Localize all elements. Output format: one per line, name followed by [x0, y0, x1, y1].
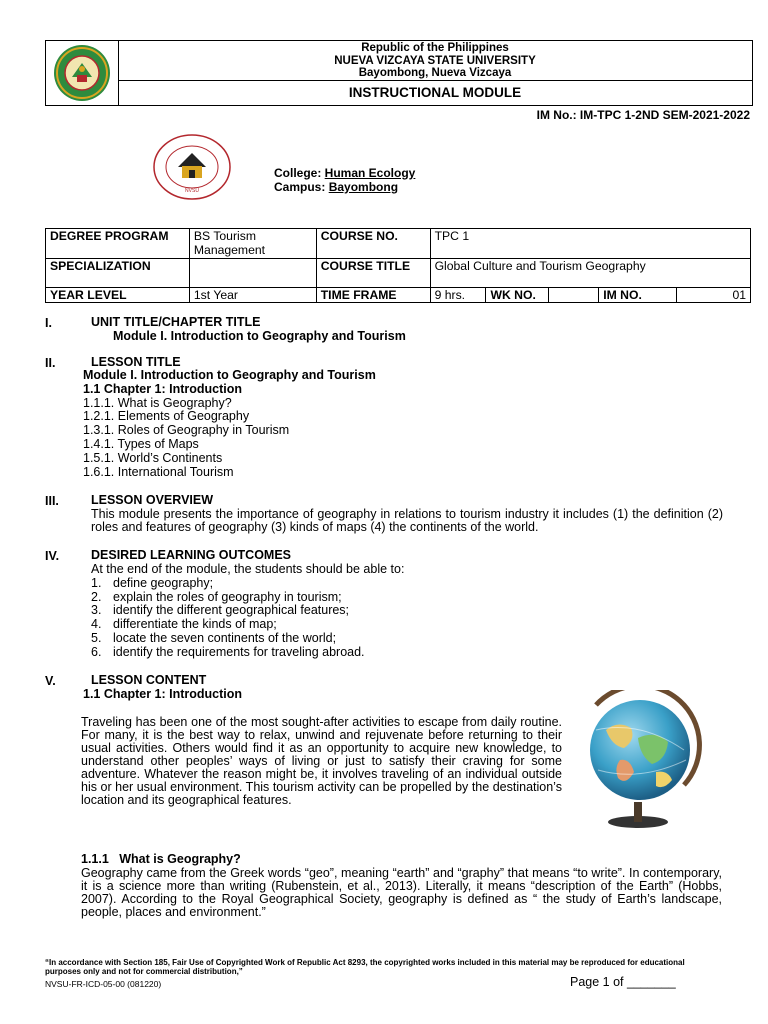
college-line	[274, 166, 415, 180]
globe-image	[576, 690, 706, 830]
outcome-text: define geography;	[113, 575, 214, 590]
college-human-ecology-logo	[152, 133, 232, 201]
learning-outcomes-block	[91, 563, 404, 660]
outcome-number: 1.	[91, 575, 102, 590]
college-label: College:	[274, 166, 325, 180]
specialization-label: SPECIALIZATION	[46, 259, 190, 288]
lesson-overview-text: This module presents the importance of geography in relations to tourism industry it includes (1) the definition (2) roles and features of geography (3) kinds of maps (4) the continents of the world.	[91, 507, 723, 534]
outcome-text: explain the roles of geography in tourism;	[113, 589, 342, 604]
course-title-label: COURSE TITLE	[316, 259, 430, 288]
what-is-geography-paragraph: Geography came from the Greek words “geo”, meaning “earth” and “graphy” that means “to write”. In contemporary, it is a science more than writing (Rubenstein, et al., 2013). Literally, it means “description of the Earth” (Hobbs, 2007). According to the Royal Geographical Society, geography is defined as “ the study of Earth’s landscape, people, places and environment.”	[81, 866, 722, 919]
lesson-chapter: 1.1 Chapter 1: Introduction	[83, 381, 243, 396]
outcome-item	[91, 618, 404, 632]
section-1-heading: UNIT TITLE/CHAPTER TITLE	[91, 315, 261, 329]
svg-text:NVSU: NVSU	[185, 188, 199, 194]
course-info-table	[45, 228, 751, 303]
university-name: NUEVA VIZCAYA STATE UNIVERSITY	[334, 54, 536, 67]
section-2-number: II.	[45, 356, 56, 370]
lesson-item: 1.1.1. What is Geography?	[83, 395, 232, 410]
subsection-number: 1.1.1	[81, 852, 109, 866]
lesson-item: 1.4.1. Types of Maps	[83, 436, 199, 451]
outcome-number: 3.	[91, 603, 102, 618]
section-3-heading: LESSON OVERVIEW	[91, 493, 214, 507]
lesson-item: 1.6.1. International Tourism	[83, 464, 234, 479]
outcome-item	[91, 632, 404, 646]
section-5-number: V.	[45, 674, 56, 688]
outcome-text: differentiate the kinds of map;	[113, 617, 277, 632]
degree-value: BS Tourism Management	[189, 229, 316, 259]
outcome-number: 2.	[91, 589, 102, 604]
outcome-number: 5.	[91, 630, 102, 645]
content-chapter: 1.1 Chapter 1: Introduction	[83, 687, 243, 701]
lesson-title-block	[83, 369, 376, 479]
subsection-heading	[81, 853, 241, 867]
wk-no-value	[549, 288, 599, 303]
section-2-heading: LESSON TITLE	[91, 355, 181, 369]
wk-no-label: WK NO.	[486, 288, 549, 303]
degree-label: DEGREE PROGRAM	[46, 229, 190, 259]
outcome-number: 4.	[91, 617, 102, 632]
im-number: IM No.: IM-TPC 1-2ND SEM-2021-2022	[536, 108, 750, 122]
outcome-number: 6.	[91, 644, 102, 659]
copyright-note: “In accordance with Section 185, Fair Use of Copyrighted Work of Republic Act 8293, the copyrighted works included in this material may be reproduced for educational purposes only and not for commercial distribution,”	[45, 958, 685, 976]
outcome-item	[91, 646, 404, 660]
header-box	[45, 40, 753, 106]
campus-label: Campus:	[274, 180, 329, 194]
im-no-label: IM NO.	[599, 288, 677, 303]
course-title-value: Global Culture and Tourism Geography	[430, 259, 750, 288]
course-no-value: TPC 1	[430, 229, 750, 259]
outcome-text: locate the seven continents of the world;	[113, 630, 337, 645]
section-4-number: IV.	[45, 549, 60, 563]
time-frame-label: TIME FRAME	[316, 288, 430, 303]
section-4-heading: DESIRED LEARNING OUTCOMES	[91, 548, 292, 562]
header-lines	[118, 41, 752, 81]
intro-paragraph: Traveling has been one of the most sought-after activities to escape from daily routine. For many, it is the best way to relax, unwind and rejuvenate before returning to their usual activities. Others would find it as an opportunity to acquire new knowledge, to understand other peoples’ ways of living or just to satisfy their craving for some adventure. Whatever the reason might be, it involves traveling of an individual outside his or her usual environment. This tourism activity can be propelled by the destination’s location and its geographical features.	[81, 715, 562, 807]
section-5-heading: LESSON CONTENT	[91, 673, 207, 687]
section-1-subheading: Module I. Introduction to Geography and Tourism	[113, 329, 406, 343]
outcome-item	[91, 577, 404, 591]
lesson-item: 1.5.1. World’s Continents	[83, 450, 223, 465]
subsection-title: What is Geography?	[119, 852, 241, 866]
university-seal-cell	[46, 41, 119, 105]
lesson-module: Module I. Introduction to Geography and Tourism	[83, 368, 376, 382]
course-no-label: COURSE NO.	[316, 229, 430, 259]
outcome-item	[91, 591, 404, 605]
im-no-value: 01	[677, 288, 751, 303]
college-value: Human Ecology	[324, 166, 416, 180]
section-3-number: III.	[45, 494, 59, 508]
lesson-item: 1.3.1. Roles of Geography in Tourism	[83, 423, 290, 438]
college-campus-block	[274, 166, 415, 194]
document-title: INSTRUCTIONAL MODULE	[348, 85, 522, 100]
year-level-value: 1st Year	[189, 288, 316, 303]
republic-line: Republic of the Philippines	[361, 42, 509, 54]
outcome-item	[91, 604, 404, 618]
time-frame-value: 9 hrs.	[430, 288, 486, 303]
lesson-item: 1.2.1. Elements of Geography	[83, 409, 250, 424]
outcome-text: identify the different geographical features;	[113, 603, 350, 618]
page-number: Page 1 of _______	[570, 975, 676, 989]
year-level-label: YEAR LEVEL	[46, 288, 190, 303]
form-code: NVSU-FR-ICD-05-00 (081220)	[45, 979, 162, 989]
university-seal-logo	[46, 41, 118, 105]
specialization-value	[189, 259, 316, 288]
university-address: Bayombong, Nueva Vizcaya	[358, 67, 512, 79]
outcome-text: identify the requirements for traveling abroad.	[113, 644, 365, 659]
campus-value: Bayombong	[328, 180, 399, 194]
campus-line	[274, 180, 415, 194]
outcomes-intro: At the end of the module, the students should be able to:	[91, 562, 405, 576]
section-1-number: I.	[45, 316, 52, 330]
